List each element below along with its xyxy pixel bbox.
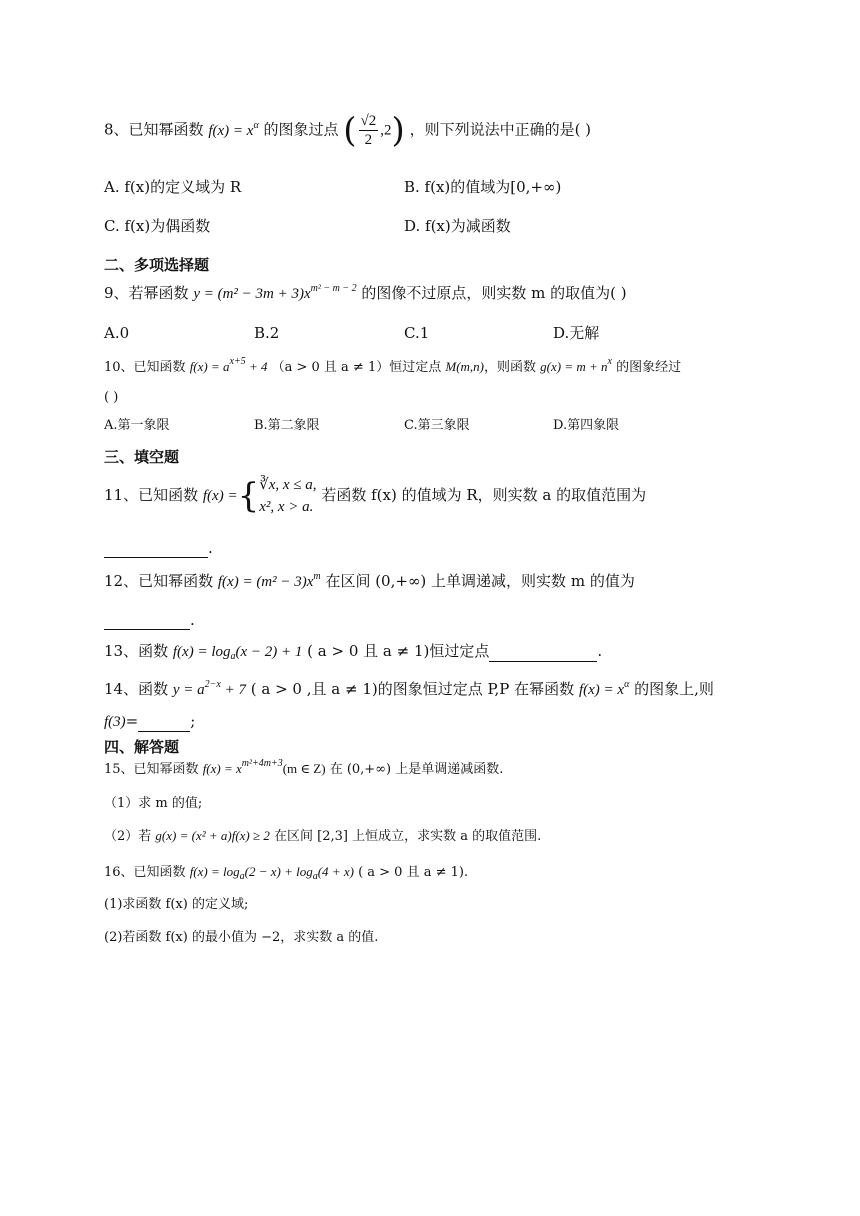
q8-option-a: A. f(x)的定义域为 R (104, 178, 242, 196)
q14-formula: $y = a^{2-x} + 7$ (172, 679, 246, 698)
q8-option-c: C. f(x)为偶函数 (104, 217, 211, 235)
q8-mid: 的图象过点 (263, 120, 339, 139)
q12-formula: $f(x) = (m^2 - 3)x^m$ (217, 571, 321, 590)
q10-point: M(m,n) (445, 359, 485, 374)
question-16: 16、已知函数 $f(x) = \log_a(2 - x) + \log_a(4 + x)$ ( a > 0 且 a ≠ 1). (104, 864, 469, 882)
q16-formula: $f(x) = \log_a(2 - x) + \log_a(4 + x)$ (189, 864, 354, 882)
q8-suffix: ，则下列说法中正确的是( ) (409, 120, 592, 139)
q10-formula-g: $g(x) = m + n^x$ (540, 356, 612, 374)
question-15: 15、已知幂函数 $f(x) = x^{m^2+4m+3}(m$ ∈ Z) 在 (0,+∞) 上是单调递减函数. (104, 758, 504, 777)
question-13: 13、函数 $f(x) = \log_a(x - 2) + 1$ ( a > 0 且 a ≠ 1)恒过定点 . (104, 642, 603, 662)
q13-formula: $f(x) = \log_a(x - 2) + 1$ (172, 644, 303, 662)
question-12: 12、已知幂函数 $f(x) = (m^2 - 3)x^m$ 在区间 (0,+∞) 上单调递减，则实数 m 的值为 (104, 571, 635, 590)
q8-option-d: D. f(x)为减函数 (404, 217, 511, 235)
q8-point-rest: ,2 (380, 122, 392, 139)
section-heading-3: 三、填空题 (104, 448, 180, 466)
q10-option-a: A.第一象限 (104, 418, 170, 433)
q16-part-1: (1)求函数 f(x) 的定义域; (104, 897, 249, 912)
q12-blank[interactable] (104, 613, 190, 630)
q15-part-2: （2）若 g(x) = (x² + a)f(x) ≥ 2 在区间 [2,3] 上恒成立，求实数 a 的取值范围. (104, 828, 542, 844)
q10-option-c: C.第三象限 (404, 418, 470, 433)
q13-blank[interactable] (489, 645, 597, 662)
q10-line-2: ( ) (104, 390, 119, 405)
section-heading-2: 二、多项选择题 (104, 256, 210, 274)
q11-formula: f(x) = (202, 488, 238, 504)
q12-answer-line: . (104, 610, 195, 630)
q8-prefix: 8、已知幂函数 (104, 120, 204, 139)
q9-option-a: A.0 (104, 324, 130, 342)
q8-formula: $f(x) = x^\alpha$ (208, 119, 259, 139)
q11-blank[interactable] (104, 541, 208, 558)
q14-formula-2: $f(x) = x^\alpha$ (578, 679, 630, 698)
q14-line-2: f(3)= ; (104, 712, 196, 730)
q9-option-b: B.2 (254, 324, 280, 342)
q11-answer-line: . (104, 538, 213, 558)
q10-formula-f: $f(x) = a^{x+5} + 4$ (189, 356, 268, 374)
q16-part-2: (2)若函数 f(x) 的最小值为 −2，求实数 a 的值. (104, 930, 379, 945)
q14-blank[interactable] (138, 715, 190, 732)
question-9: 9、若幂函数 $y = (m^2 - 3m + 3)x^{m^2 - m - 2}$ 的图像不过原点，则实数 m 的取值为( ) (104, 283, 627, 302)
q9-option-c: C.1 (404, 324, 430, 342)
q9-option-d: D.无解 (553, 324, 600, 342)
question-11: 11、已知函数 f(x) ={ ∛x, x ≤ a, x², x > a. 若函数 f(x) 的值域为 R，则实数 a 的取值范围为 (104, 476, 647, 516)
q8-fraction: $\frac{√2}{2}$ (360, 113, 377, 148)
q8-option-b: B. f(x)的值域为[0,+∞) (404, 178, 562, 196)
question-8: 8、已知幂函数 $f(x) = x^\alpha$ 的图象过点 ( $\frac{√2}{2}$ ,2) ，则下列说法中正确的是( ) (104, 110, 592, 151)
q11-cases: ∛x, x ≤ a, x², x > a. (259, 477, 317, 515)
q15-formula: $f(x) = x^{m^2+4m+3}$ (202, 758, 283, 776)
q9-formula: $y = (m^2 - 3m + 3)x^{m^2 - m - 2}$ (193, 283, 357, 302)
question-14: 14、函数 $y = a^{2-x} + 7$ ( a > 0 ,且 a ≠ 1)的图象恒过定点 P,P 在幂函数 $f(x) = x^\alpha$ 的图象上,则 (104, 679, 714, 698)
q10-option-d: D.第四象限 (553, 418, 620, 433)
q15-part-1: （1）求 m 的值; (104, 796, 203, 811)
section-heading-4: 四、解答题 (104, 738, 180, 756)
q10-option-b: B.第二象限 (254, 418, 320, 433)
q15-part2-formula: g(x) = (x² + a)f(x) ≥ 2 (155, 828, 270, 843)
question-10: 10、已知函数 $f(x) = a^{x+5} + 4$ （a > 0 且 a ≠ 1）恒过定点 M(m,n)，则函数 $g(x) = m + n^x$ 的图象经过 (104, 356, 682, 375)
